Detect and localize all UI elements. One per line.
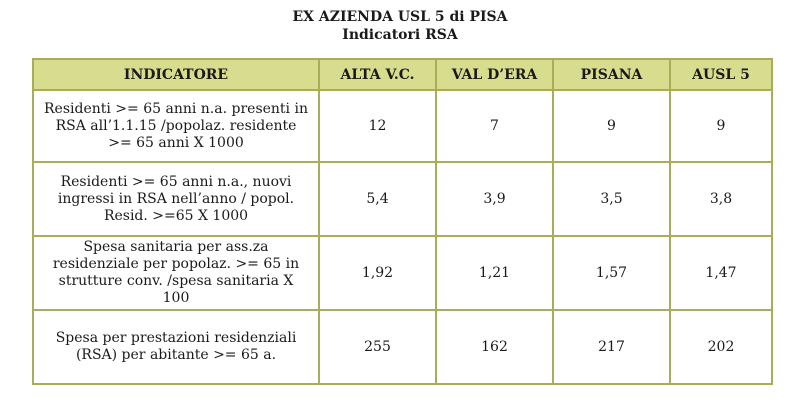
- cell-value: 162: [436, 310, 553, 384]
- cell-value: 217: [553, 310, 670, 384]
- header-alta-vc: ALTA V.C.: [319, 59, 436, 90]
- row-label: Spesa sanitaria per ass.za residenziale per popolaz. >= 65 in strutture conv. /spesa sanitaria X 100: [33, 236, 319, 310]
- row-label: Residenti >= 65 anni n.a. presenti in RSA all’1.1.15 /popolaz. residente >= 65 anni X 1000: [33, 90, 319, 162]
- cell-value: 3,8: [670, 162, 772, 236]
- header-row: [33, 59, 772, 90]
- cell-value: 3,5: [553, 162, 670, 236]
- cell-value: 1,92: [319, 236, 436, 310]
- cell-value: 12: [319, 90, 436, 162]
- header-indicatore: INDICATORE: [33, 59, 319, 90]
- cell-value: 1,47: [670, 236, 772, 310]
- table-row: [33, 162, 772, 236]
- cell-value: 7: [436, 90, 553, 162]
- row-label: Residenti >= 65 anni n.a., nuovi ingressi in RSA nell’anno / popol. Resid. >=65 X 1000: [33, 162, 319, 236]
- row-label: Spesa per prestazioni residenziali (RSA) per abitante >= 65 a.: [33, 310, 319, 384]
- header-val-dera: VAL D’ERA: [436, 59, 553, 90]
- indicators-table: [32, 58, 773, 385]
- cell-value: 1,21: [436, 236, 553, 310]
- table-row: [33, 236, 772, 310]
- title-line-1: EX AZIENDA USL 5 di PISA: [292, 9, 508, 25]
- header-ausl5: AUSL 5: [670, 59, 772, 90]
- cell-value: 5,4: [319, 162, 436, 236]
- document-title: [0, 8, 800, 44]
- title-line-2: Indicatori RSA: [342, 27, 458, 43]
- cell-value: 255: [319, 310, 436, 384]
- cell-value: 9: [670, 90, 772, 162]
- cell-value: 1,57: [553, 236, 670, 310]
- table-row: [33, 310, 772, 384]
- cell-value: 3,9: [436, 162, 553, 236]
- header-pisana: PISANA: [553, 59, 670, 90]
- cell-value: 9: [553, 90, 670, 162]
- table-row: [33, 90, 772, 162]
- cell-value: 202: [670, 310, 772, 384]
